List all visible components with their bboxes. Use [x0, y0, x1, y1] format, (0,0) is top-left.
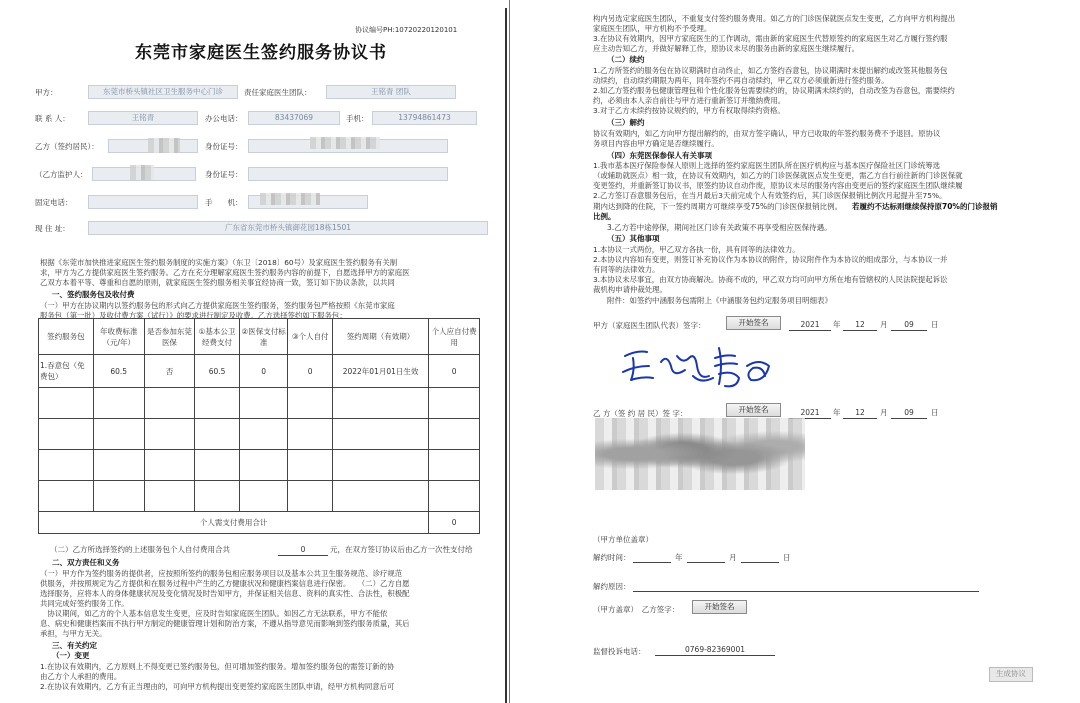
sign-a-month-unit: 月: [880, 320, 888, 329]
renewal-line: 动续约，自动续约期限为两年，同年签约不再自动续约，甲乙双方必须重新进行签约服务。: [593, 76, 889, 85]
sign-b-day: 09: [904, 408, 914, 417]
table-cell: 否: [144, 355, 195, 388]
unit-stamp-label: （甲方单位盖章）: [593, 535, 653, 544]
termination-line: 协议有效期内，如乙方向甲方提出解约的，由双方签字确认，甲方已收取的年签约服务费不予退回。原协议: [593, 129, 941, 138]
intro-line: 乙双方本着平等、尊重和自愿的原则，就家庭医生签约服务相关事宜经协商一致，签订如下协议条款，以共同: [40, 278, 395, 287]
section2-line: 承担，与甲方无关。: [40, 629, 107, 638]
insurance-line-6: 3.乙方若中途停保，期间社区门诊有关政策不再享受相应医保待遇。: [607, 223, 832, 232]
complaint-label: 监督投诉电话：: [593, 647, 646, 656]
table-row-empty: [39, 419, 480, 450]
misc-line: 有同等的法律效力。: [593, 265, 660, 274]
cancel-month-unit: 月: [729, 553, 737, 562]
sign-a-year: 2021: [800, 320, 820, 329]
cancel-year-unit: 年: [675, 553, 683, 562]
sign-a-day: 09: [904, 320, 914, 329]
section1-line: （一）甲方在协议期内以签约服务包的形式向乙方提供家庭医生签约服务，签约服务包严格按照《东莞市家庭: [40, 301, 395, 310]
date-underline: [789, 330, 831, 331]
insurance-line-5: 期内达到降的住院，下一签约周期方可继续享受75%的门诊医保报销比例。: [593, 202, 843, 211]
redacted-guardian: [130, 165, 154, 180]
agreement-page-left: [30, 8, 507, 703]
change-line: 应主动告知乙方，并做好解释工作，原协议未尽的服务由新的家庭医生继续履行。: [593, 44, 860, 53]
landline-label: 固定电话：: [35, 198, 73, 207]
renewal-title: （二）续约: [607, 55, 645, 64]
table-row-empty: [39, 481, 480, 512]
cancel-date-label: 解约时间：: [593, 553, 631, 562]
renewal-line: 2.如乙方签约服务包健康管理包和个性化服务包需要续约的，协议期满未续约的，自动改签为吞意包，需要续约: [593, 86, 955, 95]
party-stamp-label: （甲方盖章） 乙方签字：: [593, 605, 680, 614]
guardian-id-field[interactable]: [248, 167, 448, 181]
total-label: 个人需支付费用合计: [39, 512, 429, 534]
sign-b-year: 2021: [800, 408, 820, 417]
sign-b-label: 乙 方（签 约 居 民）签 字：: [593, 409, 688, 418]
table-header: 是否参加东莞医保: [144, 319, 195, 355]
section2-line: 息、病史和健康档案而不执行甲方制定的健康管理计划和防治方案，不遵从指导意见而影响到签约服务质量，其后: [40, 619, 410, 628]
section3-sub: （一）变更: [52, 651, 90, 660]
sign-a-month: 12: [855, 320, 865, 329]
agreement-number: 协议编号PH:10720220120101: [355, 26, 458, 34]
self-pay-underline: [278, 555, 328, 556]
insurance-line: 2.乙方签订吞意服务包后，在当月最后3天前完成个人有效签约后，其门诊医保报销比例次月起提升至75%。: [593, 191, 947, 200]
table-row-empty: [39, 450, 480, 481]
landline-field[interactable]: [88, 195, 198, 209]
table-header: ①基本公卫经费支付: [195, 319, 240, 355]
misc-line: 裁机构申请仲裁处理。: [593, 285, 667, 294]
table-header: 签约服务包: [39, 319, 94, 355]
table-cell: 0: [239, 355, 288, 388]
table-header: ②医保支付标准: [239, 319, 288, 355]
cancel-date-underline: [741, 562, 779, 563]
section1-title: 一、签约服务包及收付费: [52, 290, 135, 299]
cancel-reason-underline: [633, 591, 979, 592]
guardian-label: （乙方监护人：: [35, 170, 88, 179]
page-divider: [509, 0, 510, 703]
insurance-text: [593, 161, 1073, 201]
sign-b-month-unit: 月: [880, 408, 888, 417]
section3-text: [40, 662, 495, 692]
termination-title: （三）解约: [607, 118, 645, 127]
date-underline: [891, 330, 927, 331]
table-cell: 60.5: [195, 355, 240, 388]
address-label: 现 住 址：: [35, 224, 70, 233]
self-pay-note-a: （二）乙方所选择签约的上述服务包个人自付费用合共: [50, 545, 230, 554]
section2-title: 二、双方责任和义务: [52, 558, 120, 567]
insurance-bold-note-2: 比例。: [593, 212, 616, 221]
sign-a-year-unit: 年: [833, 320, 841, 329]
mobile-label: 手机：: [346, 114, 369, 123]
misc-line: 2.本协议内容如有变更，则签订补充协议作为本协议的附件，协议附件作为本协议的组成部分，与本协议一并: [593, 255, 948, 264]
section1-line: 服务包（第一批）及收付费方案（试行）》的要求进行制定及收费。乙方选择签约如下服务包：: [40, 311, 347, 320]
section2-line: 协议期间，如乙方的个人基本信息发生变更，应及时告知家庭医生团队。如因乙方无法联系，甲方不能依: [40, 609, 388, 618]
start-sign-c-button[interactable]: 开始签名: [692, 600, 747, 614]
table-header: 年收费标准（元/年）: [93, 319, 144, 355]
renewal-line: 约，必须由本人亲自前往与甲方进行重新签订并缴纳费用。: [593, 96, 786, 105]
section2-line: （一）甲方作为签约服务的提供者，应按照所签约的服务包相应服务项目以及基本公共卫生服务规范、诊疗规范: [40, 569, 403, 578]
table-cell: 60.5: [93, 355, 144, 388]
redacted-mobile: [260, 193, 320, 205]
total-value: 0: [429, 512, 480, 534]
party-a-label: 甲方：: [35, 88, 58, 97]
address-field[interactable]: 广东省东莞市桥头镇御花园18栋1501: [88, 221, 488, 235]
section3-line: 2.在协议有效期内，乙方有正当理由的，可向甲方机构提出变更签约家庭医生团队申请，经甲方机构同意后可: [40, 682, 395, 691]
office-phone-label: 办公电话：: [205, 114, 243, 123]
generate-agreement-button[interactable]: 生成协议: [989, 667, 1033, 682]
cancel-day-unit: 日: [783, 553, 791, 562]
renewal-line: 1.乙方所签约的服务包在协议期满时自动终止，如乙方签约吞意包，协议期满时未提出解约或改签其他服务包: [593, 66, 948, 75]
insurance-line: （或辅助就医点）相一致，在协议有效期内，如乙方的门诊医保就医点发生变更，需乙方自行前往新的门诊医保就: [593, 171, 963, 180]
date-underline: [843, 418, 877, 419]
change-line: 3.在协议有效期内，因甲方家庭医生的工作调动，需由新的家庭医生代替原签约的家庭医生对乙方履行签约服: [593, 34, 948, 43]
insurance-bold-note: 若履约不达标则继续保持原70%的门诊报销: [852, 202, 998, 211]
contact-field[interactable]: 王铭青: [88, 111, 198, 125]
change-line: 家庭医生团队，甲方机构不予受理。: [593, 24, 712, 33]
section3-line: 由乙方个人承担的费用。: [40, 672, 122, 681]
redacted-id: [310, 137, 380, 149]
renewal-line: 3.对于乙方未续约按协议规约的，甲方有权取得续约资格。: [593, 106, 785, 115]
office-phone-field[interactable]: 83437069: [248, 111, 340, 125]
cancel-date-underline: [633, 562, 671, 563]
misc-title: （五）其他事项: [607, 234, 660, 243]
table-header: 签约周期（有效期）: [332, 319, 428, 355]
renewal-text: [593, 66, 1073, 116]
sign-a-day-unit: 日: [931, 320, 939, 329]
insurance-line: 1.我市基本医疗保险参保人原则上选择的签约家庭医生团队所在医疗机构应与基本医疗保险社区门诊统筹选: [593, 161, 941, 170]
section3-line: 1.在协议有效期内，乙方原则上不得变更已签约服务包，但可增加签约服务。增加签约服务包的需签订新的协: [40, 662, 395, 671]
change-text: [593, 14, 1073, 54]
section2-line: 选择服务，应将本人的身体健康状况及变化情况及时告知甲方，并保证相关信息、资料的真实性、合法性，积极配: [40, 589, 410, 598]
misc-line: 1.本协议一式两份，甲乙双方各执一份，具有同等的法律效力。: [593, 245, 800, 254]
redacted-name: [148, 138, 180, 153]
date-underline: [843, 330, 877, 331]
complaint-underline: [655, 655, 775, 656]
party-a-field[interactable]: 东莞市桥头镇社区卫生服务中心门诊: [88, 85, 238, 99]
misc-line: 3.本协议未尽事宜，由双方协商解决。协商不成的，甲乙双方均可向甲方所在地有管辖权的人民法院提起诉讼: [593, 275, 948, 284]
start-sign-a-button[interactable]: 开始签名: [726, 316, 781, 330]
start-sign-b-button[interactable]: 开始签名: [726, 403, 781, 417]
self-pay-amount: 0: [300, 545, 306, 554]
team-label: 责任家庭医生团队：: [244, 88, 312, 97]
table-cell: 1.吞意包（免费包）: [39, 355, 94, 388]
table-row-empty: [39, 388, 480, 419]
cancel-reason-label: 解约原因：: [593, 582, 631, 591]
intro-line: 求，甲方为乙方提供家庭医生签约服务。乙方在充分理解家庭医生签约服务内容的前提下，自愿选择甲方的家庭医: [40, 268, 410, 277]
intro-paragraph: [40, 258, 495, 288]
table-cell: 2022年01月01日生效: [332, 355, 428, 388]
guardian-id-label: 身份证号：: [205, 170, 243, 179]
service-package-table: [38, 318, 480, 534]
table-header: ③个人自付: [288, 319, 333, 355]
date-underline: [891, 418, 927, 419]
insurance-title: （四）东莞医保参保人有关事项: [607, 151, 712, 160]
section3-title: 三、有关约定: [52, 641, 97, 650]
mobile2-label: 手 机：: [205, 198, 243, 207]
cancel-date-underline: [687, 562, 725, 563]
agreement-page-right: [537, 0, 1080, 703]
complaint-phone: 0769-82369001: [685, 645, 745, 654]
intro-line: 根据《东莞市加快推进家庭医生签约服务制度的实施方案》（东卫〔2018〕60号）及家庭医生签约服务有关制: [40, 258, 398, 267]
handwritten-signature-a: [615, 336, 785, 394]
self-pay-note-b: 元，在双方签订协议后由乙方一次性支付给: [330, 545, 473, 554]
contact-label: 联 系 人：: [35, 114, 70, 123]
sign-a-label: 甲方（家庭医生团队代表）签字：: [593, 321, 706, 330]
misc-text: [593, 245, 1073, 295]
insurance-line: 变更签约，并重新签订协议书，原签约协议自动作废，原协议未尽的服务内容由变更后的签约家庭医生团队继续履: [593, 181, 963, 190]
party-b-label: 乙方（签约居民）：: [35, 142, 99, 151]
attachment-note: 附件：如签约中涵服务包需附上《中涵服务包约定服务项目明细表》: [607, 296, 832, 305]
table-header-row: [39, 319, 480, 355]
table-cell: 0: [288, 355, 333, 388]
document-title: 东莞市家庭医生签约服务协议书: [135, 43, 387, 63]
sign-b-month: 12: [855, 408, 865, 417]
termination-text: [593, 129, 1073, 149]
termination-line: 务项目内容由甲方确定是否继续履行。: [593, 139, 719, 148]
table-row: [39, 355, 480, 388]
table-header: 个人应自付费用: [429, 319, 480, 355]
sign-b-year-unit: 年: [833, 408, 841, 417]
mobile-field[interactable]: 13794861473: [372, 111, 477, 125]
page-gutter: [507, 0, 537, 703]
section2-line: 供服务，并按照规定为乙方提供和在服务过程中产生的乙方健康状况和健康档案信息进行保密。 （二）乙方自愿: [40, 579, 410, 588]
id-label: 身份证号：: [205, 142, 243, 151]
sign-b-day-unit: 日: [931, 408, 939, 417]
change-line: 构内另选定家庭医生团队，不重复支付签约服务费用。如乙方的门诊医保就医点发生变更，乙方向甲方机构提出: [593, 14, 956, 23]
table-cell: 0: [429, 355, 480, 388]
section2-line: 共同完成好签约服务工作。: [40, 599, 129, 608]
section2-text: [40, 569, 495, 639]
redacted-signature-b: [595, 418, 805, 490]
table-total-row: [39, 512, 480, 534]
team-field[interactable]: 王铭青 团队: [326, 85, 456, 99]
